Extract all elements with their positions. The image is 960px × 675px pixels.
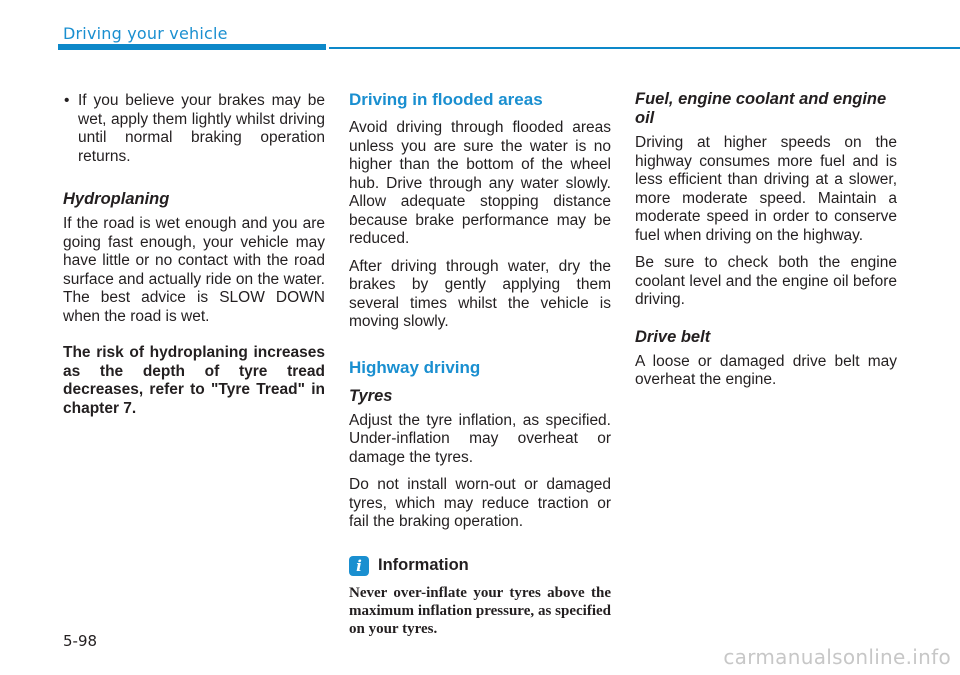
page-number: 5-98 <box>63 632 98 650</box>
bullet-icon: • <box>64 92 70 109</box>
tyres-paragraph-1: Adjust the tyre inflation, as specified. Under-inflation may overheat or damage the tyres. <box>349 411 611 466</box>
information-text: Never over-inflate your tyres above the maximum inflation pressure, as specified on your tyres. <box>349 584 611 637</box>
fuel-heading: Fuel, engine coolant and engine oil <box>635 90 887 127</box>
column-left <box>63 90 325 427</box>
information-title: Information <box>378 556 469 574</box>
column-right <box>635 90 897 399</box>
highway-heading: Highway driving <box>349 357 481 377</box>
fuel-paragraph-2: Be sure to check both the engine coolant level and the engine oil before driving. <box>635 254 897 308</box>
column-middle <box>349 90 611 638</box>
drive-belt-heading: Drive belt <box>635 327 711 346</box>
flooded-paragraph-1: Avoid driving through flooded areas unless you are sure the water is no higher than the bottom of the wheel hub. Drive through any water slowly. Allow adequate stopping distance because brake performance may be reduced. <box>349 119 611 247</box>
header-bar-thick <box>58 44 326 50</box>
header-bar-thin <box>329 47 960 49</box>
flooded-heading: Driving in flooded areas <box>349 90 543 109</box>
hydroplaning-text: If the road is wet enough and you are going fast enough, your vehicle may have little or no contact with the road surface and actually ride on the water. The best advice is SLOW DOWN when the road is wet. <box>63 215 325 325</box>
drive-belt-text: A loose or damaged drive belt may overheat the engine. <box>635 352 897 388</box>
watermark: carmanualsonline.info <box>723 645 951 669</box>
hydroplaning-warning: The risk of hydroplaning increases as the depth of tyre tread decreases, refer to "Tyre Tread" in chapter 7. <box>63 344 325 417</box>
information-icon: i <box>349 556 369 576</box>
fuel-paragraph-1: Driving at higher speeds on the highway consumes more fuel and is less efficient than driving at a slower, more moderate speed. Maintain a moderate speed in order to conserve fuel when driving on the highway. <box>635 134 897 244</box>
bullet-item <box>63 92 325 166</box>
section-title: Driving your vehicle <box>63 24 228 43</box>
bullet-text: If you believe your brakes may be wet, apply them lightly whilst driving until normal braking operation returns. <box>78 92 325 165</box>
tyres-paragraph-2: Do not install worn-out or damaged tyres, which may reduce traction or fail the braking operation. <box>349 476 611 530</box>
information-header <box>349 556 611 576</box>
flooded-paragraph-2: After driving through water, dry the brakes by gently applying them several times whilst the vehicle is moving slowly. <box>349 257 611 330</box>
tyres-heading: Tyres <box>349 386 393 405</box>
hydroplaning-heading: Hydroplaning <box>63 190 170 208</box>
